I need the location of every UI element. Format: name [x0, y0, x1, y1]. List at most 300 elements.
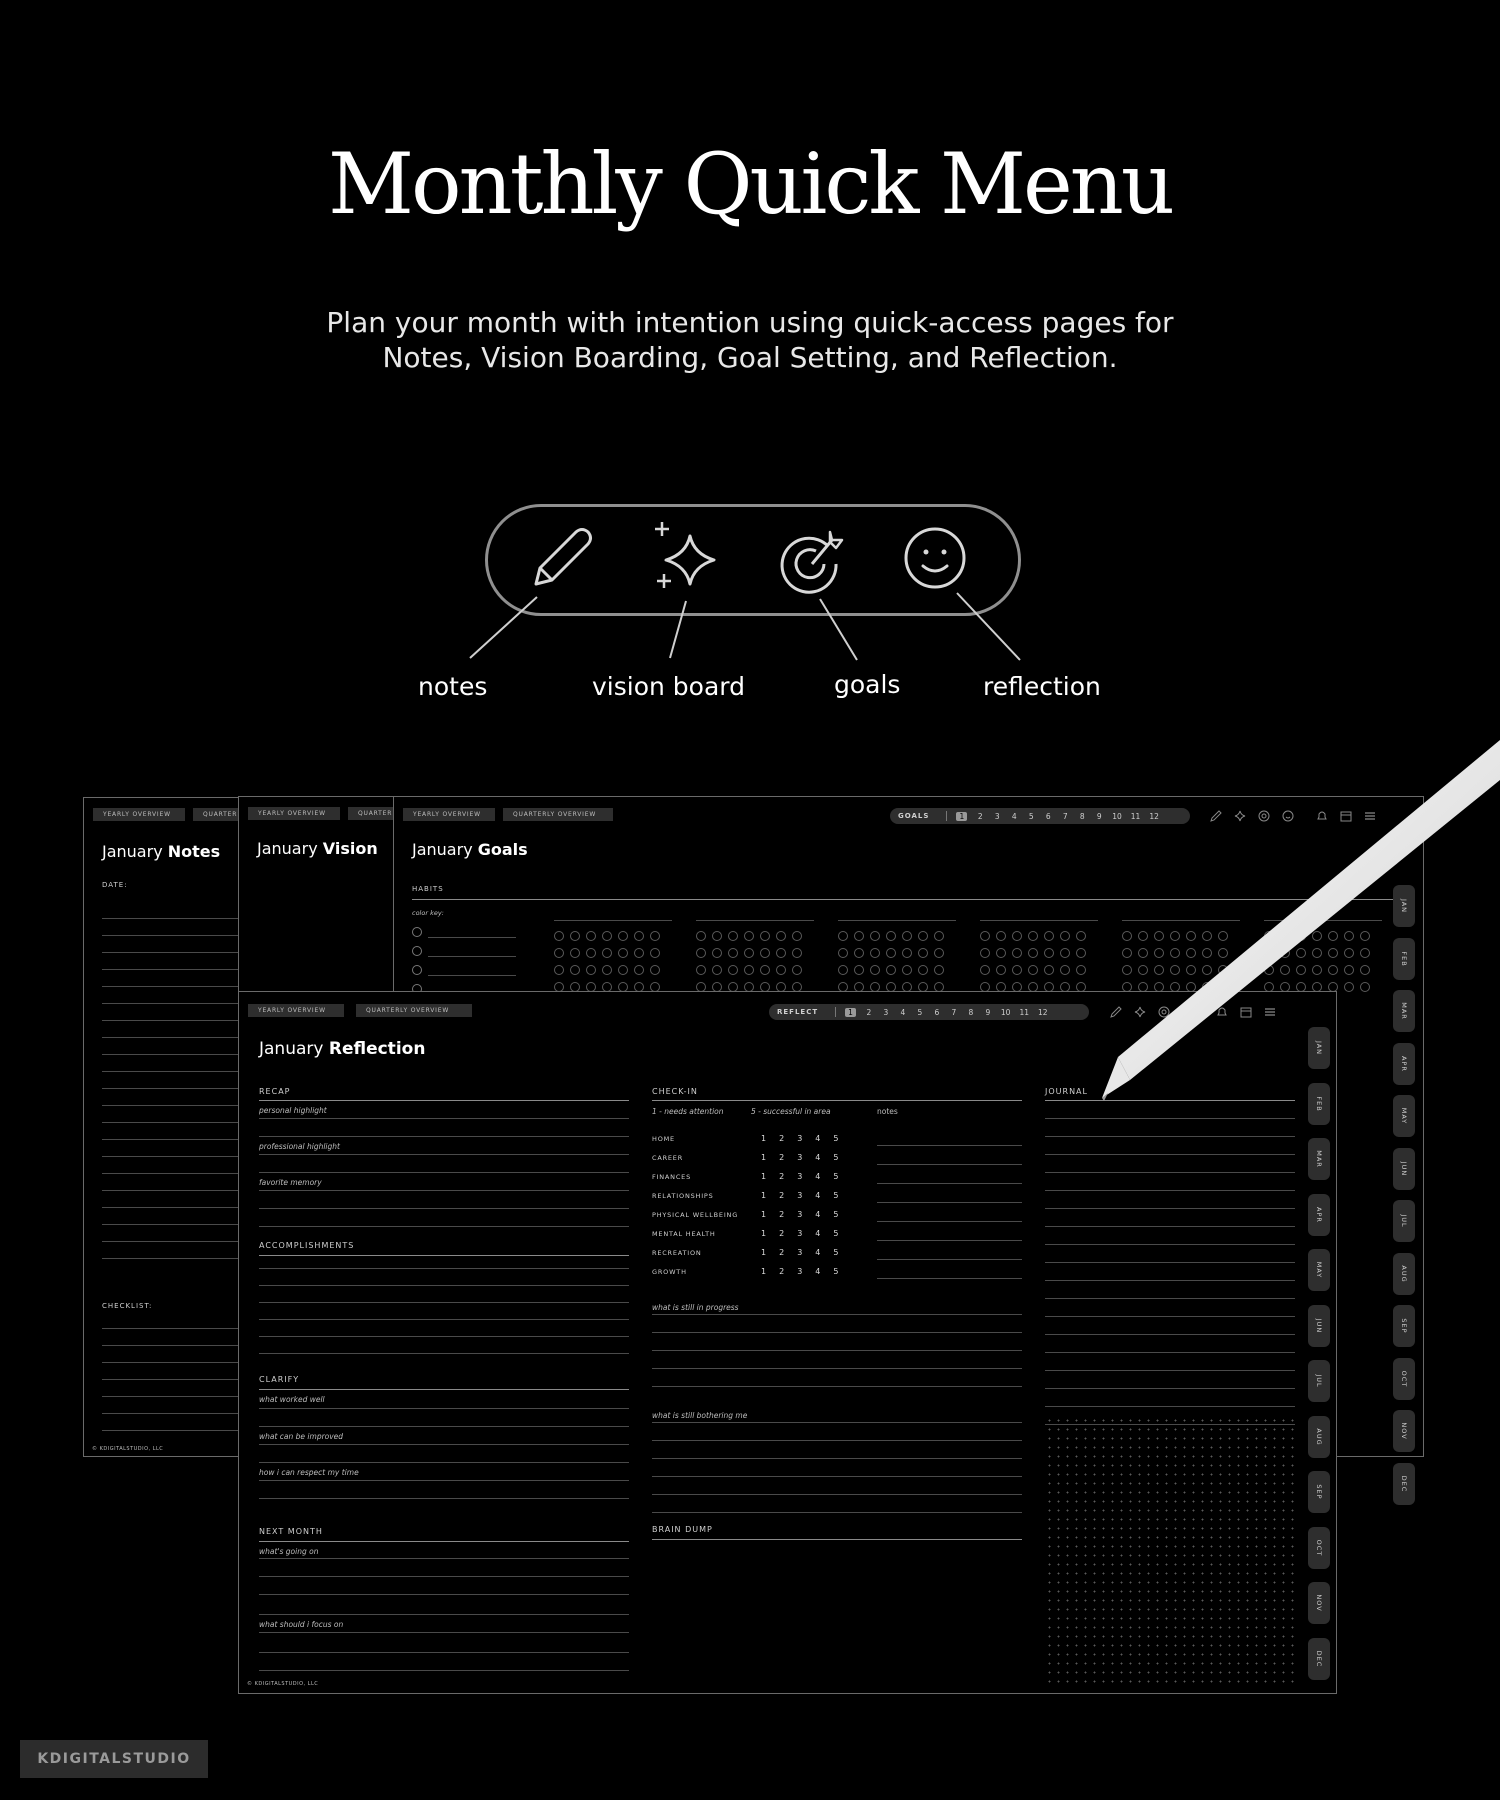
- notes-line: [877, 1221, 1022, 1222]
- journal-line: [1045, 1406, 1295, 1407]
- reflection-page-title: January Reflection: [259, 1039, 426, 1059]
- vision-page-preview: [238, 796, 398, 996]
- rating-4[interactable]: 4: [815, 1210, 821, 1219]
- goals-page-12[interactable]: 12: [1149, 811, 1159, 821]
- habit-day-circle[interactable]: [870, 948, 880, 958]
- yearly-overview-tab[interactable]: YEARLY OVERVIEW: [93, 808, 185, 821]
- journal-line: [1045, 1208, 1295, 1209]
- writing-line: [259, 1632, 629, 1633]
- writing-line: [259, 1614, 629, 1615]
- goals-page-3[interactable]: 3: [994, 811, 1000, 821]
- writing-line: [259, 1226, 629, 1227]
- habit-day-circle[interactable]: [1044, 965, 1054, 975]
- goals-page-9[interactable]: 9: [1096, 811, 1102, 821]
- habit-day-circle[interactable]: [696, 965, 706, 975]
- writing-line: [259, 1480, 629, 1481]
- rating-scale[interactable]: [761, 1134, 838, 1143]
- month-tab-label: APR: [1315, 1206, 1323, 1223]
- rating-2[interactable]: 2: [779, 1134, 785, 1143]
- goals-page-2[interactable]: 2: [977, 811, 983, 821]
- reflect-month-tab-aug[interactable]: [1308, 1416, 1330, 1458]
- goals-page-6[interactable]: 6: [1045, 811, 1051, 821]
- rating-4[interactable]: 4: [815, 1191, 821, 1200]
- reflect-month-tab-oct[interactable]: [1308, 1527, 1330, 1569]
- writing-line: [652, 1440, 1022, 1441]
- writing-line: [259, 1190, 629, 1191]
- goals-page-1[interactable]: 1: [956, 812, 967, 821]
- reflect-page-5[interactable]: 5: [917, 1007, 923, 1017]
- habit-day-circle[interactable]: [760, 931, 770, 941]
- habit-day-circle[interactable]: [1044, 931, 1054, 941]
- journal-line: [1045, 1388, 1295, 1389]
- habit-day-circle[interactable]: [918, 931, 928, 941]
- rating-scale[interactable]: [761, 1191, 838, 1200]
- habit-day-circle[interactable]: [870, 965, 880, 975]
- checklist-label: CHECKLIST:: [102, 1302, 153, 1310]
- month-tab-label: MAY: [1315, 1261, 1323, 1279]
- habit-day-circle[interactable]: [744, 965, 754, 975]
- habit-day-circle[interactable]: [696, 931, 706, 941]
- goals-month-tab-jun[interactable]: [1393, 1148, 1415, 1190]
- habit-day-circle[interactable]: [1060, 931, 1070, 941]
- habit-day-circle[interactable]: [838, 965, 848, 975]
- note-line: [102, 986, 242, 987]
- reflect-page-12[interactable]: 12: [1037, 1007, 1048, 1017]
- habit-day-circle[interactable]: [1012, 948, 1022, 958]
- habit-day-circle[interactable]: [838, 948, 848, 958]
- rating-3[interactable]: 3: [797, 1210, 803, 1219]
- rating-2[interactable]: 2: [779, 1172, 785, 1181]
- writing-line: [259, 1652, 629, 1653]
- habit-day-circle[interactable]: [934, 931, 944, 941]
- quarterly-overview-tab[interactable]: QUARTERLY OVERVIEW: [503, 808, 613, 821]
- habit-day-circle[interactable]: [634, 965, 644, 975]
- writing-line: [652, 1314, 1022, 1315]
- yearly-overview-tab[interactable]: YEARLY OVERVIEW: [248, 1004, 344, 1017]
- habit-day-circle[interactable]: [570, 948, 580, 958]
- habit-day-circle[interactable]: [650, 931, 660, 941]
- goals-month-tab-aug[interactable]: [1393, 1253, 1415, 1295]
- writing-line: [259, 1172, 629, 1173]
- rating-5[interactable]: 5: [833, 1172, 839, 1181]
- note-line: [102, 1156, 242, 1157]
- reflect-page-4[interactable]: 4: [900, 1007, 906, 1017]
- rating-4[interactable]: 4: [815, 1134, 821, 1143]
- rating-3[interactable]: 3: [797, 1134, 803, 1143]
- writing-line: [259, 1285, 629, 1286]
- habit-day-circle[interactable]: [618, 931, 628, 941]
- quarterly-overview-tab[interactable]: QUARTER: [193, 808, 253, 821]
- reflect-page-9[interactable]: 9: [985, 1007, 991, 1017]
- divider: [259, 1100, 629, 1101]
- accomplishments-label: ACCOMPLISHMENTS: [259, 1241, 355, 1250]
- writing-line: [259, 1408, 629, 1409]
- goals-page-4[interactable]: 4: [1011, 811, 1017, 821]
- habit-day-circle[interactable]: [902, 948, 912, 958]
- habit-day-circle[interactable]: [886, 965, 896, 975]
- reflect-page-2[interactable]: 2: [866, 1007, 872, 1017]
- vision-board-label: vision board: [592, 672, 745, 701]
- month-tab-label: JUL: [1315, 1374, 1323, 1388]
- reflect-month-tab-jun[interactable]: [1308, 1305, 1330, 1347]
- reflect-page-7[interactable]: 7: [951, 1007, 957, 1017]
- rating-2[interactable]: 2: [779, 1210, 785, 1219]
- rating-5[interactable]: 5: [833, 1191, 839, 1200]
- goals-page-11[interactable]: 11: [1130, 811, 1141, 821]
- goals-month-tab-nov[interactable]: [1393, 1410, 1415, 1452]
- habit-day-circle[interactable]: [650, 965, 660, 975]
- month-tab-label: DEC: [1315, 1650, 1323, 1667]
- checklist-line: [102, 1379, 242, 1380]
- rating-scale[interactable]: [761, 1210, 838, 1219]
- habit-day-circle[interactable]: [934, 965, 944, 975]
- habit-day-circle[interactable]: [634, 931, 644, 941]
- habit-day-circle[interactable]: [602, 948, 612, 958]
- prompt-still-bothering-me: what is still bothering me: [652, 1411, 748, 1420]
- habit-day-circle[interactable]: [854, 965, 864, 975]
- reflect-month-tab-sep[interactable]: [1308, 1471, 1330, 1513]
- goals-page-5[interactable]: 5: [1028, 811, 1034, 821]
- month-tab-label: NOV: [1315, 1594, 1323, 1612]
- notes-page-preview: [83, 797, 243, 1457]
- habit-day-circle[interactable]: [980, 948, 990, 958]
- habit-day-circle[interactable]: [902, 931, 912, 941]
- note-line: [102, 1207, 242, 1208]
- habit-day-circle[interactable]: [618, 948, 628, 958]
- month-tab-label: JUN: [1315, 1318, 1323, 1333]
- notes-label: notes: [418, 672, 488, 701]
- reflect-month-tab-nov[interactable]: [1308, 1582, 1330, 1624]
- journal-line: [1045, 1136, 1295, 1137]
- habit-checkbox[interactable]: [412, 946, 422, 956]
- habit-day-circle[interactable]: [1076, 965, 1086, 975]
- note-line: [102, 1105, 242, 1106]
- habit-day-circle[interactable]: [570, 965, 580, 975]
- notes-line: [877, 1145, 1022, 1146]
- writing-line: [259, 1462, 629, 1463]
- brand-badge: KDIGITALSTUDIO: [20, 1740, 208, 1778]
- habit-day-circle[interactable]: [712, 948, 722, 958]
- rating-3[interactable]: 3: [797, 1172, 803, 1181]
- check-in-area: CAREER: [652, 1154, 684, 1162]
- notes-line: [877, 1202, 1022, 1203]
- reflection-label: reflection: [983, 672, 1101, 701]
- brain-dump-label: BRAIN DUMP: [652, 1525, 713, 1534]
- note-line: [102, 1258, 242, 1259]
- subtitle-line-1: Plan your month with intention using quick-access pages for: [326, 306, 1174, 339]
- habit-day-circle[interactable]: [854, 931, 864, 941]
- reflect-page-11[interactable]: 11: [1019, 1007, 1029, 1017]
- rating-4[interactable]: 4: [815, 1248, 821, 1257]
- habit-day-circle[interactable]: [996, 931, 1006, 941]
- habit-day-circle[interactable]: [1028, 948, 1038, 958]
- rating-2[interactable]: 2: [779, 1248, 785, 1257]
- month-tab-label: FEB: [1315, 1095, 1323, 1112]
- goals-page-10[interactable]: 10: [1112, 811, 1122, 821]
- rating-3[interactable]: 3: [797, 1248, 803, 1257]
- month-tab-label: SEP: [1315, 1484, 1323, 1500]
- habit-day-circle[interactable]: [602, 931, 612, 941]
- rating-3[interactable]: 3: [797, 1267, 803, 1276]
- habit-day-circle[interactable]: [1012, 965, 1022, 975]
- journal-line: [1045, 1154, 1295, 1155]
- rating-5[interactable]: 5: [833, 1229, 839, 1238]
- note-line: [102, 1088, 242, 1089]
- habit-day-circle[interactable]: [1060, 965, 1070, 975]
- habit-day-circle[interactable]: [760, 948, 770, 958]
- note-line: [102, 1139, 242, 1140]
- habit-day-circle[interactable]: [744, 948, 754, 958]
- writing-line: [259, 1336, 629, 1337]
- writing-line: [259, 1576, 629, 1577]
- rating-4[interactable]: 4: [815, 1229, 821, 1238]
- habit-day-circle[interactable]: [712, 965, 722, 975]
- reflect-month-tab-dec[interactable]: [1308, 1638, 1330, 1680]
- month-tab-label: OCT: [1315, 1539, 1323, 1556]
- journal-dot-grid[interactable]: [1045, 1416, 1295, 1686]
- habit-day-circle[interactable]: [554, 965, 564, 975]
- stylus-image: [1090, 735, 1500, 1105]
- habit-day-circle[interactable]: [728, 948, 738, 958]
- rating-3[interactable]: 3: [797, 1153, 803, 1162]
- month-tab-label: FEB: [1400, 950, 1408, 967]
- journal-line: [1045, 1298, 1295, 1299]
- habit-checkbox[interactable]: [412, 965, 422, 975]
- rating-3[interactable]: 3: [797, 1229, 803, 1238]
- month-tab-label: AUG: [1400, 1264, 1408, 1283]
- rating-2[interactable]: 2: [779, 1191, 785, 1200]
- prompt-what-to-focus-on: what should i focus on: [259, 1620, 344, 1629]
- reflect-page-10[interactable]: 10: [1000, 1007, 1011, 1017]
- check-in-area: MENTAL HEALTH: [652, 1230, 716, 1238]
- goals-label: goals: [834, 670, 901, 699]
- habit-day-circle[interactable]: [918, 948, 928, 958]
- habit-day-circle[interactable]: [602, 965, 612, 975]
- legend-successful: 5 - successful in area: [751, 1107, 831, 1116]
- habit-day-circle[interactable]: [918, 965, 928, 975]
- habit-day-circle[interactable]: [776, 965, 786, 975]
- divider: [259, 1255, 629, 1256]
- reflect-page-8[interactable]: 8: [968, 1007, 974, 1017]
- habit-day-circle[interactable]: [996, 965, 1006, 975]
- month-tab-label: OCT: [1400, 1370, 1408, 1387]
- rating-scale[interactable]: [761, 1153, 838, 1162]
- habit-block-rule: [554, 920, 672, 921]
- separator: [835, 1007, 836, 1017]
- writing-line: [259, 1353, 629, 1354]
- month-tab-label: SEP: [1400, 1318, 1408, 1334]
- rating-1[interactable]: 1: [761, 1229, 767, 1238]
- habit-day-circle[interactable]: [996, 948, 1006, 958]
- writing-line: [259, 1118, 629, 1119]
- rating-1[interactable]: 1: [761, 1267, 767, 1276]
- page-title: Monthly Quick Menu: [328, 135, 1172, 233]
- habit-day-circle[interactable]: [1076, 948, 1086, 958]
- rating-4[interactable]: 4: [815, 1172, 821, 1181]
- habit-day-circle[interactable]: [776, 948, 786, 958]
- prompt-personal-highlight: personal highlight: [259, 1106, 327, 1115]
- habit-day-circle[interactable]: [634, 948, 644, 958]
- month-tab-label: AUG: [1315, 1427, 1323, 1446]
- quarterly-overview-tab[interactable]: QUARTERLY OVERVIEW: [356, 1004, 472, 1017]
- rating-4[interactable]: 4: [815, 1153, 821, 1162]
- note-line: [102, 1224, 242, 1225]
- note-line: [102, 918, 242, 919]
- habit-day-circle[interactable]: [712, 931, 722, 941]
- prompt-professional-highlight: professional highlight: [259, 1142, 340, 1151]
- habit-day-circle[interactable]: [980, 965, 990, 975]
- journal-line: [1045, 1280, 1295, 1281]
- habit-day-circle[interactable]: [1060, 948, 1070, 958]
- habit-day-circle[interactable]: [728, 965, 738, 975]
- habit-day-circle[interactable]: [838, 931, 848, 941]
- month-tab-label: APR: [1400, 1055, 1408, 1072]
- subtitle-line-2: Notes, Vision Boarding, Goal Setting, and Reflection.: [382, 341, 1118, 374]
- habit-day-circle[interactable]: [980, 931, 990, 941]
- habit-day-circle[interactable]: [792, 931, 802, 941]
- rating-1[interactable]: 1: [761, 1248, 767, 1257]
- goals-page-8[interactable]: 8: [1079, 811, 1085, 821]
- habit-day-circle[interactable]: [1028, 965, 1038, 975]
- habit-day-circle[interactable]: [760, 965, 770, 975]
- writing-line: [259, 1594, 629, 1595]
- writing-line: [652, 1350, 1022, 1351]
- rating-2[interactable]: 2: [779, 1153, 785, 1162]
- rating-5[interactable]: 5: [833, 1134, 839, 1143]
- habit-block-rule: [838, 920, 956, 921]
- rating-5[interactable]: 5: [833, 1267, 839, 1276]
- checklist-line: [102, 1396, 242, 1397]
- writing-line: [259, 1154, 629, 1155]
- month-tab-label: MAR: [1315, 1150, 1323, 1168]
- divider: [652, 1100, 1022, 1101]
- reflect-page-selector: [769, 1004, 1089, 1020]
- habit-day-circle[interactable]: [870, 931, 880, 941]
- rating-4[interactable]: 4: [815, 1267, 821, 1276]
- habit-day-circle[interactable]: [1012, 931, 1022, 941]
- habit-day-circle[interactable]: [792, 948, 802, 958]
- reflect-month-tab-mar[interactable]: [1308, 1138, 1330, 1180]
- rating-scale[interactable]: [761, 1229, 838, 1238]
- goals-page-title: January Goals: [412, 840, 528, 859]
- notes-line: [877, 1164, 1022, 1165]
- note-line: [102, 969, 242, 970]
- check-in-area: RELATIONSHIPS: [652, 1192, 714, 1200]
- habit-day-circle[interactable]: [776, 931, 786, 941]
- habit-day-circle[interactable]: [554, 948, 564, 958]
- legend-needs-attention: 1 - needs attention: [652, 1107, 724, 1116]
- goals-month-tab-dec[interactable]: [1393, 1463, 1415, 1505]
- habit-day-circle[interactable]: [1076, 931, 1086, 941]
- month-tab-label: NOV: [1400, 1422, 1408, 1440]
- reflection-footer: © KDIGITALSTUDIO, LLC: [247, 1681, 319, 1687]
- habit-day-circle[interactable]: [1044, 948, 1054, 958]
- habit-day-circle[interactable]: [1028, 931, 1038, 941]
- habit-day-circle[interactable]: [618, 965, 628, 975]
- yearly-overview-tab[interactable]: YEARLY OVERVIEW: [248, 807, 340, 820]
- journal-line: [1045, 1424, 1295, 1425]
- rating-1[interactable]: 1: [761, 1172, 767, 1181]
- habit-day-circle[interactable]: [792, 965, 802, 975]
- journal-label: JOURNAL: [1045, 1087, 1088, 1096]
- check-in-label: CHECK-IN: [652, 1087, 698, 1096]
- rating-2[interactable]: 2: [779, 1267, 785, 1276]
- quarterly-overview-tab[interactable]: QUARTER: [348, 807, 408, 820]
- yearly-overview-tab[interactable]: YEARLY OVERVIEW: [403, 808, 495, 821]
- vision-page-title: January Vision: [257, 839, 378, 858]
- habit-day-circle[interactable]: [650, 948, 660, 958]
- goals-month-tab-oct[interactable]: [1393, 1358, 1415, 1400]
- goals-page-7[interactable]: 7: [1062, 811, 1068, 821]
- habit-day-circle[interactable]: [902, 965, 912, 975]
- goals-month-tab-jul[interactable]: [1393, 1200, 1415, 1242]
- rating-2[interactable]: 2: [779, 1229, 785, 1238]
- writing-line: [259, 1498, 629, 1499]
- habit-day-circle[interactable]: [886, 931, 896, 941]
- writing-line: [259, 1268, 629, 1269]
- habit-day-circle[interactable]: [728, 931, 738, 941]
- habit-day-circle[interactable]: [554, 931, 564, 941]
- habit-day-circle[interactable]: [934, 948, 944, 958]
- writing-line: [652, 1422, 1022, 1423]
- rating-5[interactable]: 5: [833, 1153, 839, 1162]
- habit-block-rule: [980, 920, 1098, 921]
- next-month-label: NEXT MONTH: [259, 1527, 323, 1536]
- check-in-area: FINANCES: [652, 1173, 691, 1181]
- reflect-month-tab-apr[interactable]: [1308, 1194, 1330, 1236]
- month-tab-label: DEC: [1400, 1475, 1408, 1492]
- habit-day-circle[interactable]: [570, 931, 580, 941]
- rating-1[interactable]: 1: [761, 1210, 767, 1219]
- note-line: [102, 1173, 242, 1174]
- reflect-page-3[interactable]: 3: [883, 1007, 889, 1017]
- reflect-page-6[interactable]: 6: [934, 1007, 940, 1017]
- rating-1[interactable]: 1: [761, 1191, 767, 1200]
- reflect-page-1[interactable]: 1: [845, 1008, 856, 1017]
- habit-day-circle[interactable]: [586, 965, 596, 975]
- rating-scale[interactable]: [761, 1172, 838, 1181]
- rating-1[interactable]: 1: [761, 1134, 767, 1143]
- reflect-month-tab-may[interactable]: [1308, 1249, 1330, 1291]
- habit-day-circle[interactable]: [586, 948, 596, 958]
- notes-line: [877, 1183, 1022, 1184]
- reflect-month-tab-jul[interactable]: [1308, 1360, 1330, 1402]
- divider: [259, 1389, 629, 1390]
- habit-day-circle[interactable]: [744, 931, 754, 941]
- rating-1[interactable]: 1: [761, 1153, 767, 1162]
- habits-label: HABITS: [412, 885, 444, 893]
- habit-day-circle[interactable]: [886, 948, 896, 958]
- habit-checkbox[interactable]: [412, 927, 422, 937]
- writing-line: [259, 1426, 629, 1427]
- rating-5[interactable]: 5: [833, 1248, 839, 1257]
- rating-3[interactable]: 3: [797, 1191, 803, 1200]
- note-line: [102, 1190, 242, 1191]
- habit-day-circle[interactable]: [854, 948, 864, 958]
- journal-line: [1045, 1190, 1295, 1191]
- habit-line: [428, 975, 516, 976]
- goals-month-tab-sep[interactable]: [1393, 1305, 1415, 1347]
- prompt-what-can-be-improved: what can be improved: [259, 1432, 344, 1441]
- rating-scale[interactable]: [761, 1248, 838, 1257]
- habit-day-circle[interactable]: [696, 948, 706, 958]
- rating-5[interactable]: 5: [833, 1210, 839, 1219]
- habit-day-circle[interactable]: [586, 931, 596, 941]
- habit-line: [428, 956, 516, 957]
- journal-line: [1045, 1334, 1295, 1335]
- writing-line: [259, 1444, 629, 1445]
- rating-scale[interactable]: [761, 1267, 838, 1276]
